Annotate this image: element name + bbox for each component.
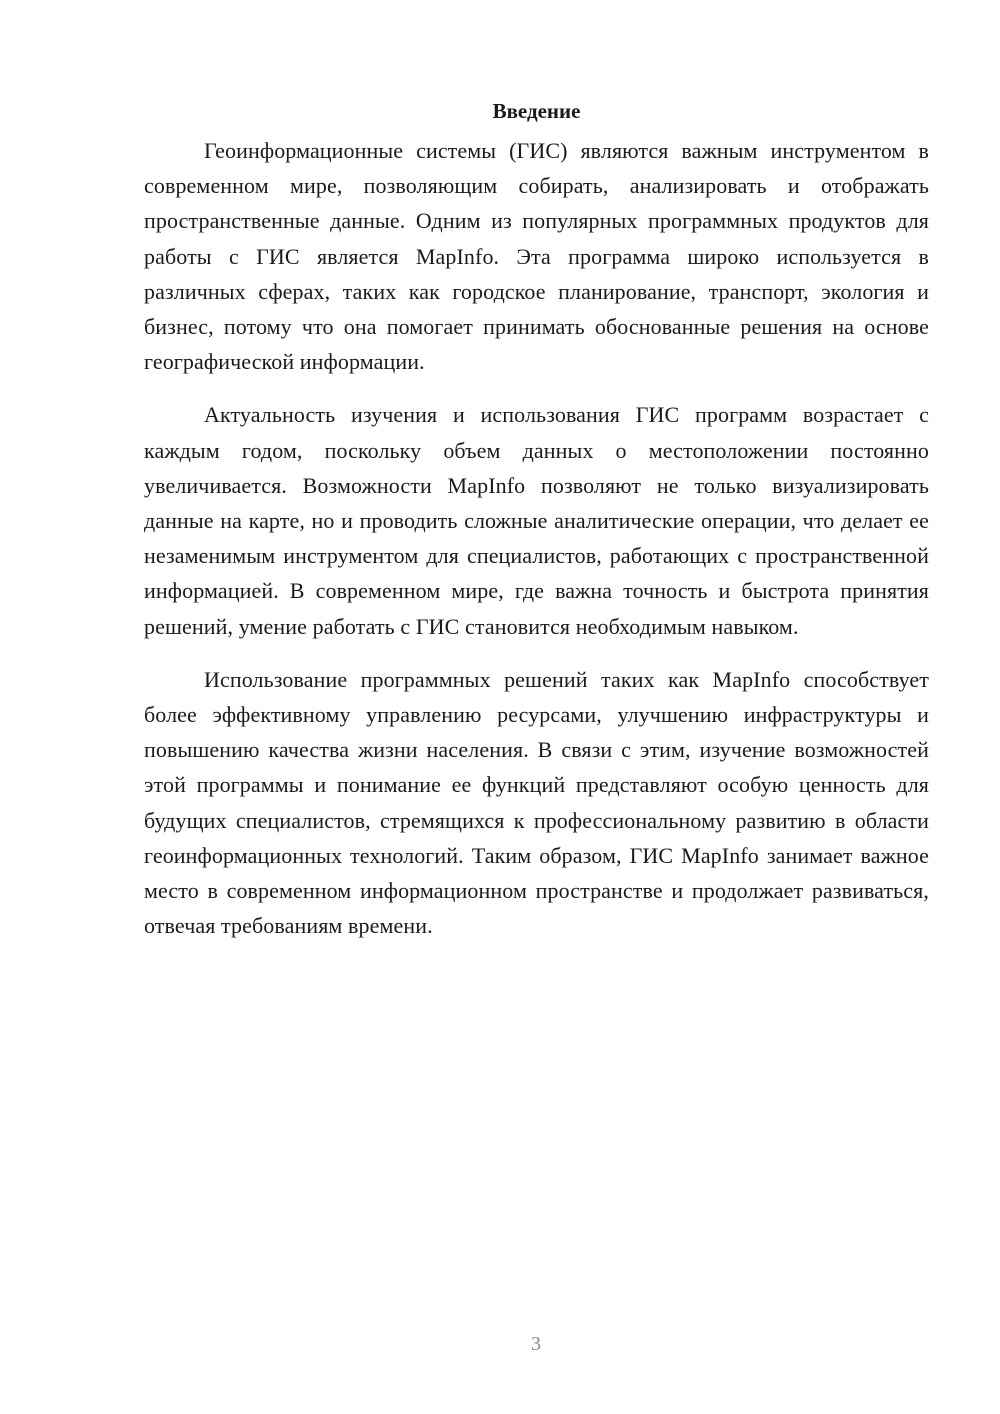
section-heading: Введение bbox=[492, 99, 581, 123]
paragraph-3: Использование программных решений таких как MapInfo способствует более эффективному управлению ресурсами, улучшению инфраструктуры и повышению качества жизни населения. В связи с этим, изучение возможностей этой программы и понимание ее функций представляют особую ценность для будущих специалистов, стремящихся к профессиональному развитию в области геоинформационных технологий. Таким образом, ГИС MapInfo занимает важное место в современном информационном пространстве и продолжает развиваться, отвечая требованиям времени. bbox=[144, 666, 929, 939]
paragraph-2: Актуальность изучения и использования ГИС программ возрастает с каждым годом, поскольку объем данных о местоположении постоянно увеличивается. Возможности MapInfo позволяют не только визуализировать данные на карте, но и проводить сложные аналитические операции, что делает ее незаменимым инструментом для специалистов, работающих с пространственной информацией. В современном мире, где важна точность и быстрота принятия решений, умение работать с ГИС становится необходимым навыком. bbox=[144, 402, 929, 639]
page-number: 3 bbox=[531, 1333, 541, 1355]
page-content bbox=[144, 96, 929, 961]
paragraph-1: Геоинформационные системы (ГИС) являются важным инструментом в современном мире, позволяющим собирать, анализировать и отображать пространственные данные. Одним из популярных программных продуктов для работы с ГИС является MapInfo. Эта программа широко используется в различных сферах, таких как городское планирование, транспорт, экология и бизнес, потому что она помогает принимать обоснованные решения на основе географической информации. bbox=[144, 138, 929, 375]
